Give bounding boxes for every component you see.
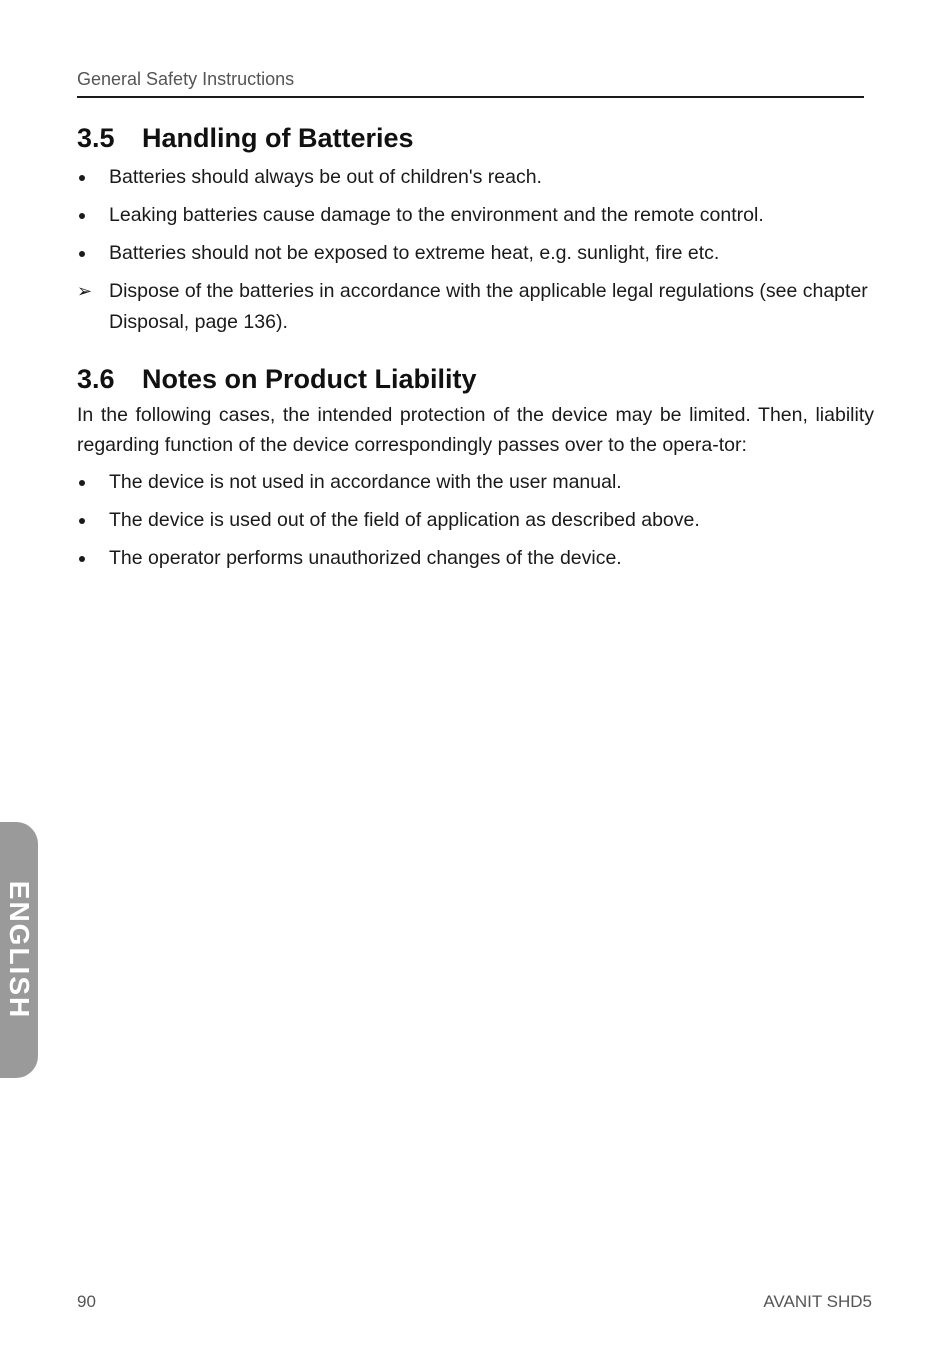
header-rule — [77, 96, 864, 98]
list-item-text: The operator performs unauthorized changes of the device. — [109, 547, 622, 569]
battery-list — [77, 162, 874, 338]
list-item — [77, 505, 874, 536]
intro-paragraph: In the following cases, the intended protection of the device may be limited. Then, liability regarding function of the device correspondingly passes over to the opera-tor: — [77, 404, 874, 456]
language-tab — [0, 822, 38, 1078]
list-item-text: Batteries should always be out of children's reach. — [109, 166, 542, 188]
section-heading — [77, 362, 874, 396]
list-item — [77, 543, 874, 574]
section-handling-of-batteries — [77, 121, 874, 338]
list-item-text: Dispose of the batteries in accordance with the applicable legal regulations (see chapter Disposal, page 136). — [109, 280, 868, 333]
section-title: Handling of Batteries — [142, 123, 414, 153]
list-item-text: Batteries should not be exposed to extreme heat, e.g. sunlight, fire etc. — [109, 242, 720, 264]
section-heading — [77, 121, 874, 155]
section-title: Notes on Product Liability — [142, 364, 477, 394]
list-item — [77, 467, 874, 498]
running-header: General Safety Instructions — [77, 69, 295, 89]
page-number: 90 — [77, 1292, 96, 1311]
section-number: 3.5 — [77, 123, 115, 153]
liability-list — [77, 467, 874, 574]
product-name: AVANIT SHD5 — [763, 1292, 872, 1311]
list-item-text: The device is used out of the field of application as described above. — [109, 509, 700, 531]
list-item-text: Leaking batteries cause damage to the environment and the remote control. — [109, 204, 764, 226]
section-notes-on-product-liability — [77, 362, 874, 574]
list-item — [77, 276, 874, 338]
list-item — [77, 238, 874, 269]
list-item-text: The device is not used in accordance with the user manual. — [109, 471, 622, 493]
arrow-bullet-icon: ➢ — [77, 281, 93, 301]
language-tab-label: ENGLISH — [4, 880, 35, 1020]
section-number: 3.6 — [77, 364, 115, 394]
list-item — [77, 200, 874, 231]
list-item — [77, 162, 874, 193]
